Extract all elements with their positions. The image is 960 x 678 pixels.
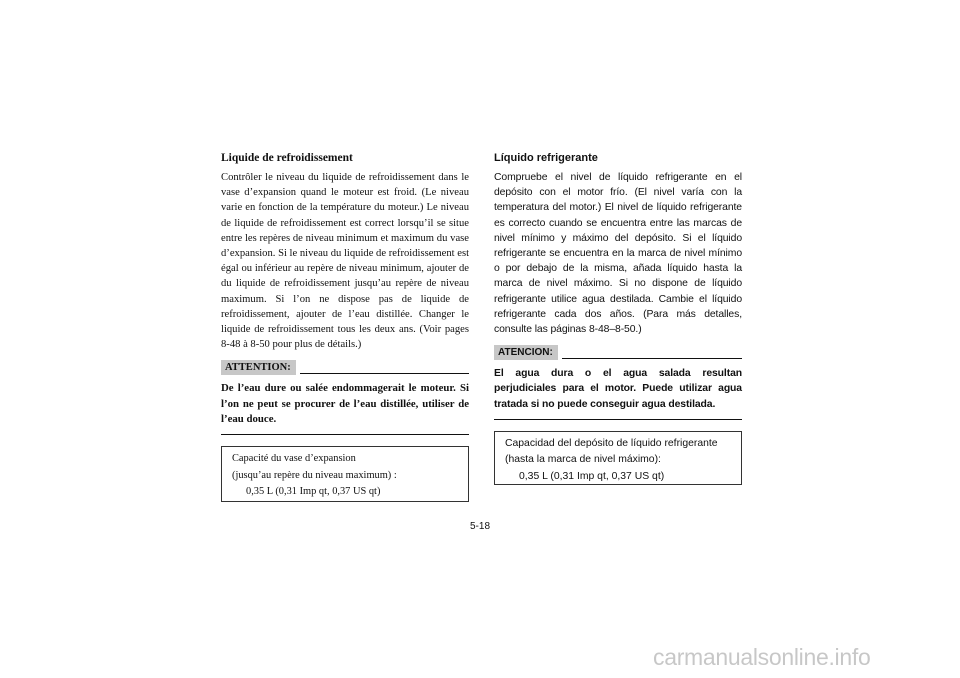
spec-line1-fr: Capacité du vase d’expansion: [232, 453, 356, 465]
body-paragraph-es: Compruebe el nivel de líquido refrigerante en el depósito con el motor frío. (El nivel varía con la temperatura del motor.) El nivel de líquido refrigerante es correcto cuando se encuentra entre las marcas de nivel mínimo y máximo del depósito. Si el líquido refrigerante se encuentra en la marca de nivel mínimo o por debajo de la misma, añada líquido hasta la marca de nivel máximo. Si no dispone de líquido refrigerante utilice agua destilada. Cambie el líquido refrigerante cada dos años. (Para más detalles, consulte las páginas 8-48–8-50.): [494, 172, 742, 336]
spec-value-es: 0,35 L (0,31 Imp qt, 0,37 US qt): [519, 470, 665, 482]
french-column: [221, 152, 469, 502]
attention-label-fr: ATTENTION:: [221, 360, 296, 375]
attention-header-es: [494, 344, 742, 360]
spec-box-fr: [221, 446, 469, 502]
attention-label-es: ATENCION:: [494, 345, 558, 360]
section-heading-fr: Liquide de refroidissement: [221, 152, 353, 164]
spec-box-es: [494, 431, 742, 485]
attention-end-rule-fr: [221, 434, 469, 435]
spanish-column: [494, 152, 742, 485]
attention-rule-es: [562, 358, 742, 359]
watermark: carmanualsonline.info: [653, 644, 871, 670]
attention-rule-fr: [300, 373, 469, 374]
attention-end-rule-es: [494, 419, 742, 420]
spec-line2-fr: (jusqu’au repère du niveau maximum) :: [232, 469, 397, 481]
body-paragraph-fr: Contrôler le niveau du liquide de refroidissement dans le vase d’expansion quand le moteur est froid. (Le niveau varie en fonction de la température du moteur.) Le niveau de liquide de refroidissement est correct lorsqu’il se situe entre les repères de niveau minimum et maximum du vase d’expansion. Si le niveau du liquide de refroidissement est égal ou inférieur au repère de niveau minimum, ajouter de du liquide de refroidissement jusqu’au repère de niveau maximum. Si l’on ne dispose pas de liquide de refroidissement, ajouter de l’eau distillée. Changer le liquide de refroidissement tous les deux ans. (Voir pages 8-48 à 8-50 pour plus de détails.): [221, 172, 470, 351]
section-heading-es: Líquido refrigerante: [494, 152, 598, 164]
spec-value-fr: 0,35 L (0,31 Imp qt, 0,37 US qt): [246, 486, 381, 498]
attention-text-fr: De l’eau dure ou salée endommagerait le moteur. Si l’on ne peut se procurer de l’eau distillée, utiliser de l’eau douce.: [221, 382, 469, 425]
spec-line1-es: Capacidad del depósito de líquido refrigerante: [505, 437, 718, 449]
page-number: 5-18: [470, 521, 491, 532]
attention-text-es: El agua dura o el agua salada resultan perjudiciales para el motor. Puede utilizar agua tratada si no puede conseguir agua destilada.: [494, 368, 742, 410]
spec-line2-es: (hasta la marca de nivel máximo):: [505, 454, 661, 466]
attention-header-fr: [221, 359, 469, 375]
